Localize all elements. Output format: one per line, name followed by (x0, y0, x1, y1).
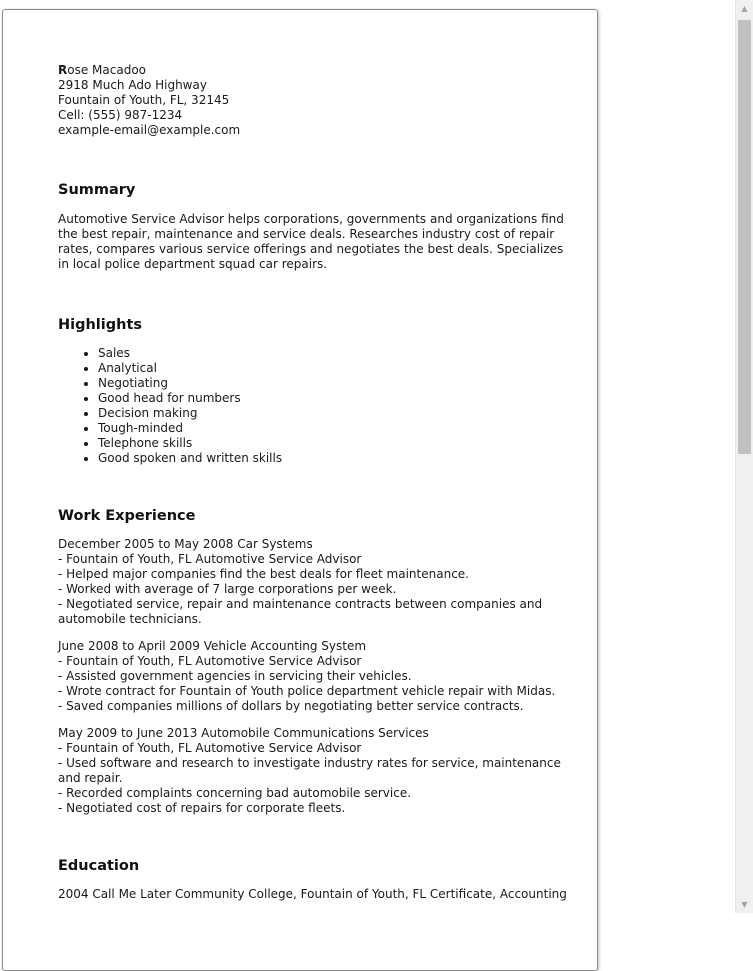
job-entry (58, 537, 578, 627)
job-line: - Worked with average of 7 large corporations per week. (58, 582, 397, 596)
job-line: - Negotiated service, repair and maintenance contracts between companies and automobile technicians. (58, 597, 543, 626)
highlight-item: • Tough-minded (98, 421, 578, 436)
education-heading: Education (58, 858, 140, 874)
vertical-scrollbar[interactable] (735, 0, 753, 913)
job-header: December 2005 to May 2008 Car Systems (58, 537, 313, 551)
job-header: June 2008 to April 2009 Vehicle Accounting System (58, 639, 367, 653)
job-line: - Wrote contract for Fountain of Youth police department vehicle repair with Midas. (58, 684, 556, 698)
highlight-item: • Decision making (98, 406, 578, 421)
contact-address: 2918 Much Ado Highway (58, 78, 207, 92)
highlight-item: • Good spoken and written skills (98, 451, 578, 466)
scrollbar-thumb[interactable] (738, 20, 751, 454)
contact-phone: Cell: (555) 987-1234 (58, 108, 183, 122)
job-line: - Recorded complaints concerning bad automobile service. (58, 786, 412, 800)
highlight-item: • Analytical (98, 361, 578, 376)
resume-page (2, 9, 598, 971)
highlight-item: • Negotiating (98, 376, 578, 391)
job-line: - Fountain of Youth, FL Automotive Service Advisor (58, 741, 362, 755)
contact-email: example-email@example.com (58, 123, 241, 137)
job-line: - Saved companies millions of dollars by negotiating better service contracts. (58, 699, 524, 713)
contact-name-rest: ose Macadoo (67, 63, 146, 77)
highlight-item: • Good head for numbers (98, 391, 578, 406)
contact-name-initial: R (58, 63, 68, 77)
resume-content (58, 63, 578, 902)
highlights-heading: Highlights (58, 317, 143, 333)
job-line: - Fountain of Youth, FL Automotive Service Advisor (58, 654, 362, 668)
scroll-up-arrow-icon[interactable]: ▲ (741, 4, 748, 13)
summary-text: Automotive Service Advisor helps corporations, governments and organizations find the best repair, maintenance and service deals. Researches industry cost of repair rates, compares various service offerings and negotiates the best deals. Specializes in local police department squad car repairs. (58, 212, 564, 271)
highlight-item: • Sales (98, 346, 578, 361)
job-entry (58, 639, 578, 714)
summary-heading: Summary (58, 182, 136, 198)
contact-city: Fountain of Youth, FL, 32145 (58, 93, 230, 107)
education-text: 2004 Call Me Later Community College, Fountain of Youth, FL Certificate, Accounting (58, 887, 567, 901)
job-line: - Used software and research to investigate industry rates for service, maintenance and repair. (58, 756, 561, 785)
job-line: - Negotiated cost of repairs for corporate fleets. (58, 801, 346, 815)
job-line: - Fountain of Youth, FL Automotive Service Advisor (58, 552, 362, 566)
highlight-item: • Telephone skills (98, 436, 578, 451)
job-line: - Assisted government agencies in servicing their vehicles. (58, 669, 412, 683)
contact-block (58, 63, 578, 138)
contact-name (58, 63, 578, 78)
job-header: May 2009 to June 2013 Automobile Communications Services (58, 726, 429, 740)
highlights-list (58, 346, 578, 466)
job-line: - Helped major companies find the best deals for fleet maintenance. (58, 567, 469, 581)
job-entry (58, 726, 578, 816)
scroll-down-arrow-icon[interactable]: ▼ (741, 900, 748, 909)
work-experience-heading: Work Experience (58, 508, 196, 524)
